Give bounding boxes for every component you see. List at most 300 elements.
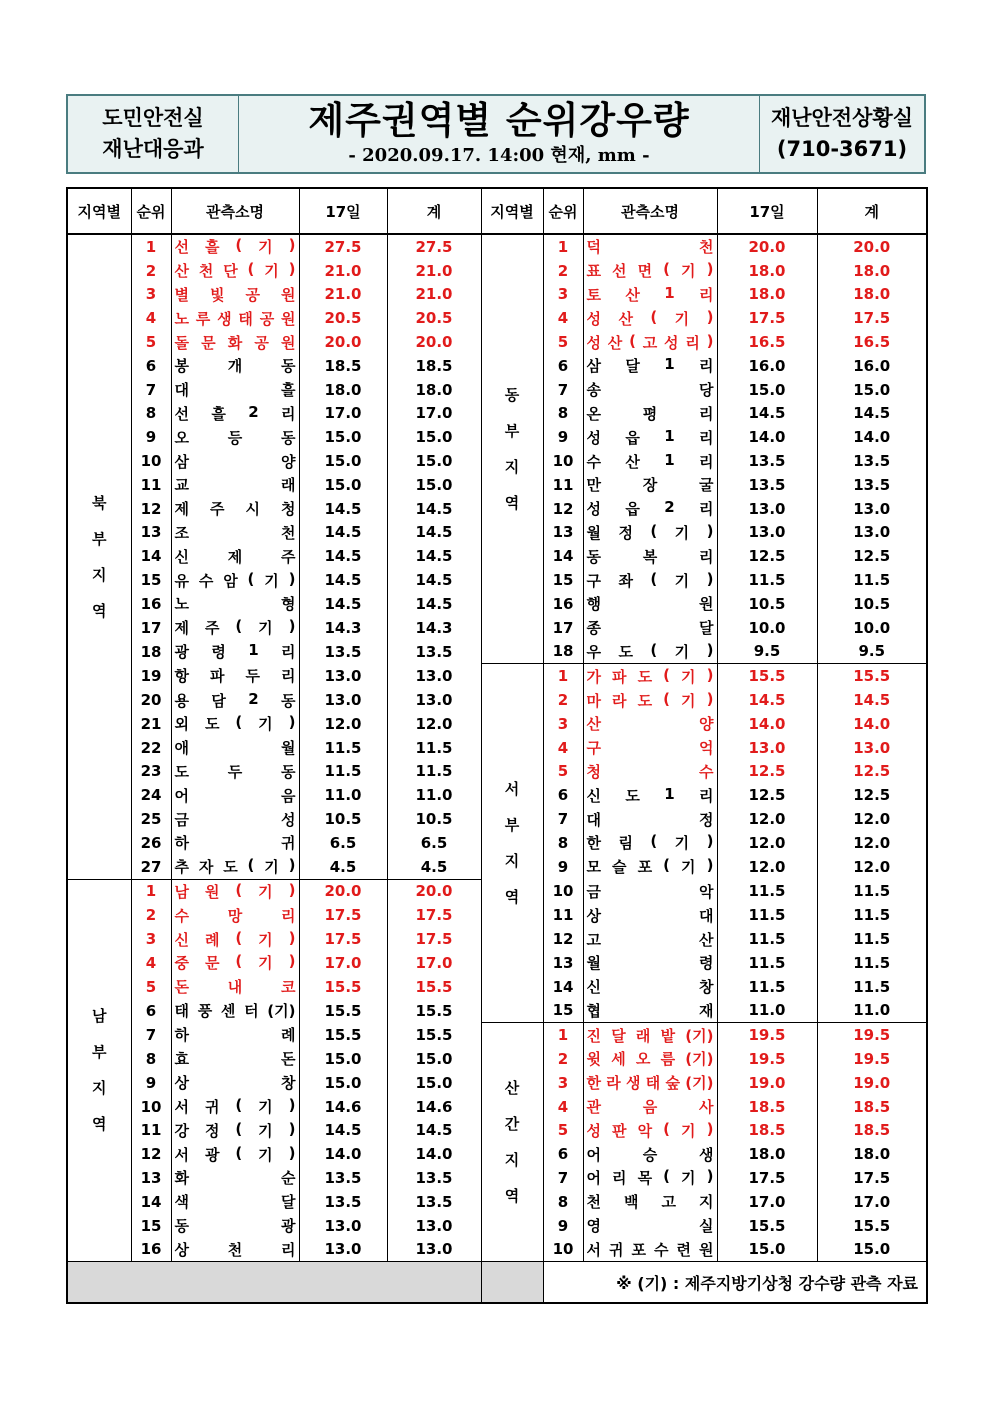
station-name-cell <box>583 831 717 855</box>
day-rain-cell: 12.0 <box>717 855 817 879</box>
station-name: 협 재 <box>586 1001 714 1020</box>
col-region-right: 지역별 <box>481 188 543 234</box>
rank-cell: 9 <box>131 425 171 449</box>
day-rain-cell: 18.5 <box>717 1095 817 1119</box>
station-name-cell <box>171 544 299 568</box>
total-rain-cell: 11.0 <box>387 783 481 807</box>
station-name-cell <box>171 903 299 927</box>
station-name-cell <box>583 1166 717 1190</box>
total-rain-cell: 13.5 <box>387 1190 481 1214</box>
rank-cell: 8 <box>131 402 171 426</box>
station-name-cell <box>171 449 299 473</box>
day-rain-cell: 19.5 <box>717 1023 817 1047</box>
rank-cell: 17 <box>131 616 171 640</box>
station-name: 외 도 ( 기 ) <box>174 713 296 734</box>
station-name-cell <box>171 1071 299 1095</box>
station-name: 구 억 <box>586 739 714 758</box>
rank-cell: 9 <box>543 425 583 449</box>
day-rain-cell: 12.5 <box>717 783 817 807</box>
station-name: 광 령 1 리 <box>174 641 296 662</box>
station-name-cell <box>171 234 299 259</box>
day-rain-cell: 15.5 <box>717 1214 817 1238</box>
footer-row <box>67 1262 927 1304</box>
station-name: 신 례 ( 기 ) <box>174 928 296 949</box>
department-box <box>68 96 238 172</box>
day-rain-cell: 17.0 <box>299 402 387 426</box>
rank-cell: 9 <box>543 855 583 879</box>
table-row <box>67 234 927 259</box>
station-name: 신 창 <box>586 978 714 997</box>
station-name-cell <box>171 1237 299 1261</box>
rank-cell: 7 <box>543 1166 583 1190</box>
station-name-cell <box>583 783 717 807</box>
station-name-cell <box>171 951 299 975</box>
station-name: 삼 달 1 리 <box>586 355 714 376</box>
total-rain-cell: 18.5 <box>817 1118 927 1142</box>
table-row <box>67 1023 927 1047</box>
station-name-cell <box>171 378 299 402</box>
total-rain-cell: 20.0 <box>387 879 481 903</box>
rank-cell: 6 <box>543 1142 583 1166</box>
contact-line-1: 재난안전상황실 <box>770 106 913 130</box>
total-rain-cell: 4.5 <box>387 855 481 879</box>
contact-line-2: (710-3671) <box>776 137 908 161</box>
rank-cell: 15 <box>543 999 583 1023</box>
rank-cell: 13 <box>543 521 583 545</box>
rank-cell: 5 <box>131 975 171 999</box>
station-name: 만 장 굴 <box>586 476 714 495</box>
rank-cell: 4 <box>131 306 171 330</box>
day-rain-cell: 6.5 <box>299 831 387 855</box>
day-rain-cell: 13.0 <box>717 521 817 545</box>
station-name-cell <box>171 1118 299 1142</box>
day-rain-cell: 15.5 <box>717 664 817 688</box>
total-rain-cell: 18.5 <box>387 354 481 378</box>
day-rain-cell: 20.5 <box>299 306 387 330</box>
day-rain-cell: 21.0 <box>299 283 387 307</box>
station-name: 성 산 ( 기 ) <box>586 307 714 328</box>
station-name-cell <box>171 616 299 640</box>
station-name-cell <box>583 736 717 760</box>
station-name: 노 형 <box>174 595 296 614</box>
rank-cell: 7 <box>543 378 583 402</box>
station-name-cell <box>171 306 299 330</box>
station-name-cell <box>583 544 717 568</box>
total-rain-cell: 13.0 <box>817 736 927 760</box>
station-name: 봉 개 동 <box>174 357 296 376</box>
day-rain-cell: 14.5 <box>299 521 387 545</box>
station-name: 삼 양 <box>174 452 296 471</box>
rank-cell: 4 <box>131 951 171 975</box>
station-name: 산 양 <box>586 715 714 734</box>
total-rain-cell: 15.5 <box>817 664 927 688</box>
station-name-cell <box>171 1190 299 1214</box>
total-rain-cell: 17.5 <box>817 306 927 330</box>
total-rain-cell: 14.5 <box>387 592 481 616</box>
station-name-cell <box>583 402 717 426</box>
station-name-cell <box>583 425 717 449</box>
rank-cell: 5 <box>543 330 583 354</box>
station-name: 고 산 <box>586 930 714 949</box>
total-rain-cell: 14.5 <box>817 688 927 712</box>
station-name-cell <box>583 760 717 784</box>
total-rain-cell: 14.5 <box>387 544 481 568</box>
total-rain-cell: 15.0 <box>387 425 481 449</box>
rank-cell: 5 <box>131 330 171 354</box>
station-name-cell <box>171 1023 299 1047</box>
day-rain-cell: 13.0 <box>299 1214 387 1238</box>
total-rain-cell: 15.5 <box>387 999 481 1023</box>
station-name: 조 천 <box>174 523 296 542</box>
day-rain-cell: 13.0 <box>299 664 387 688</box>
total-rain-cell: 11.5 <box>817 927 927 951</box>
station-name-cell <box>583 1023 717 1047</box>
day-rain-cell: 11.0 <box>717 999 817 1023</box>
station-name-cell <box>171 425 299 449</box>
station-name: 애 월 <box>174 739 296 758</box>
region-label: 남 부 지 역 <box>67 879 131 1262</box>
total-rain-cell: 11.5 <box>817 951 927 975</box>
station-name-cell <box>171 592 299 616</box>
rank-cell: 1 <box>131 879 171 903</box>
station-name-cell <box>171 855 299 879</box>
total-rain-cell: 17.0 <box>817 1190 927 1214</box>
footer-blank <box>67 1262 481 1304</box>
day-rain-cell: 14.5 <box>717 402 817 426</box>
day-rain-cell: 20.0 <box>717 234 817 259</box>
station-name: 신 도 1 리 <box>586 784 714 805</box>
station-name: 송 당 <box>586 381 714 400</box>
station-name-cell <box>583 1237 717 1261</box>
station-name: 어 리 목 ( 기 ) <box>586 1167 714 1188</box>
rank-cell: 14 <box>543 975 583 999</box>
station-name-cell <box>171 497 299 521</box>
contact-box <box>760 96 924 172</box>
total-rain-cell: 13.5 <box>387 640 481 664</box>
rank-cell: 2 <box>131 259 171 283</box>
station-name-cell <box>171 807 299 831</box>
day-rain-cell: 14.0 <box>717 712 817 736</box>
station-name-cell <box>583 568 717 592</box>
total-rain-cell: 11.5 <box>387 736 481 760</box>
total-rain-cell: 6.5 <box>387 831 481 855</box>
rank-cell: 14 <box>131 544 171 568</box>
day-rain-cell: 20.0 <box>299 879 387 903</box>
total-rain-cell: 12.0 <box>817 855 927 879</box>
rank-cell: 22 <box>131 736 171 760</box>
rank-cell: 4 <box>543 1095 583 1119</box>
col-total-right: 계 <box>817 188 927 234</box>
total-rain-cell: 13.0 <box>387 1214 481 1238</box>
region-label: 서 부 지 역 <box>481 664 543 1023</box>
station-name: 금 성 <box>174 810 296 829</box>
rank-cell: 13 <box>131 1166 171 1190</box>
table-row <box>67 664 927 688</box>
total-rain-cell: 14.5 <box>387 568 481 592</box>
total-rain-cell: 14.6 <box>387 1095 481 1119</box>
day-rain-cell: 18.5 <box>299 354 387 378</box>
day-rain-cell: 4.5 <box>299 855 387 879</box>
day-rain-cell: 17.5 <box>717 306 817 330</box>
station-name-cell <box>583 378 717 402</box>
rank-cell: 20 <box>131 688 171 712</box>
col-day-right: 17일 <box>717 188 817 234</box>
total-rain-cell: 20.0 <box>817 234 927 259</box>
total-rain-cell: 17.5 <box>387 927 481 951</box>
station-name: 돈 내 코 <box>174 978 296 997</box>
total-rain-cell: 12.0 <box>387 712 481 736</box>
rank-cell: 3 <box>543 712 583 736</box>
total-rain-cell: 16.5 <box>817 330 927 354</box>
total-rain-cell: 15.0 <box>817 378 927 402</box>
day-rain-cell: 18.0 <box>299 378 387 402</box>
rank-cell: 12 <box>543 497 583 521</box>
station-name: 항 파 두 리 <box>174 667 296 686</box>
total-rain-cell: 13.0 <box>387 688 481 712</box>
rank-cell: 8 <box>543 1190 583 1214</box>
station-name: 추 자 도 ( 기 ) <box>174 856 296 877</box>
total-rain-cell: 13.5 <box>387 1166 481 1190</box>
station-name: 구 좌 ( 기 ) <box>586 569 714 590</box>
total-rain-cell: 15.5 <box>387 1023 481 1047</box>
day-rain-cell: 16.5 <box>717 330 817 354</box>
station-name: 서 광 ( 기 ) <box>174 1143 296 1164</box>
total-rain-cell: 12.5 <box>817 760 927 784</box>
day-rain-cell: 18.5 <box>717 1118 817 1142</box>
rank-cell: 18 <box>543 640 583 664</box>
day-rain-cell: 15.0 <box>299 449 387 473</box>
station-name: 어 승 생 <box>586 1145 714 1164</box>
station-name-cell <box>583 1190 717 1214</box>
station-name-cell <box>583 879 717 903</box>
day-rain-cell: 16.0 <box>717 354 817 378</box>
total-rain-cell: 13.0 <box>387 1237 481 1261</box>
day-rain-cell: 12.0 <box>717 831 817 855</box>
rank-cell: 16 <box>131 592 171 616</box>
col-rank-right: 순위 <box>543 188 583 234</box>
day-rain-cell: 15.0 <box>717 378 817 402</box>
day-rain-cell: 17.5 <box>299 903 387 927</box>
station-name: 윗 세 오 름 (기) <box>586 1050 714 1069</box>
day-rain-cell: 14.5 <box>299 544 387 568</box>
rank-cell: 23 <box>131 760 171 784</box>
day-rain-cell: 14.5 <box>299 497 387 521</box>
station-name: 노 루 생 태 공 원 <box>174 309 296 328</box>
rank-cell: 14 <box>543 544 583 568</box>
station-name: 서 귀 포 수 련 원 <box>586 1240 714 1259</box>
day-rain-cell: 11.5 <box>299 736 387 760</box>
station-name: 남 원 ( 기 ) <box>174 880 296 901</box>
total-rain-cell: 15.0 <box>817 1237 927 1261</box>
station-name-cell <box>583 330 717 354</box>
day-rain-cell: 17.5 <box>299 927 387 951</box>
day-rain-cell: 27.5 <box>299 234 387 259</box>
rank-cell: 17 <box>543 616 583 640</box>
total-rain-cell: 10.0 <box>817 616 927 640</box>
station-name: 산 천 단 ( 기 ) <box>174 260 296 281</box>
station-name-cell <box>171 473 299 497</box>
rank-cell: 12 <box>131 497 171 521</box>
rank-cell: 11 <box>131 1118 171 1142</box>
station-name-cell <box>583 712 717 736</box>
day-rain-cell: 13.5 <box>717 449 817 473</box>
station-name-cell <box>171 354 299 378</box>
total-rain-cell: 15.5 <box>817 1214 927 1238</box>
day-rain-cell: 17.0 <box>299 951 387 975</box>
rank-cell: 3 <box>543 283 583 307</box>
station-name: 수 산 1 리 <box>586 450 714 471</box>
rank-cell: 2 <box>543 259 583 283</box>
rank-cell: 6 <box>131 999 171 1023</box>
total-rain-cell: 19.5 <box>817 1023 927 1047</box>
rank-cell: 4 <box>543 306 583 330</box>
rank-cell: 3 <box>131 283 171 307</box>
rank-cell: 13 <box>543 951 583 975</box>
rank-cell: 16 <box>543 592 583 616</box>
rank-cell: 15 <box>543 568 583 592</box>
station-name: 유 수 암 ( 기 ) <box>174 569 296 590</box>
station-name-cell <box>171 259 299 283</box>
total-rain-cell: 19.5 <box>817 1047 927 1071</box>
station-name: 행 원 <box>586 595 714 614</box>
station-name-cell <box>171 521 299 545</box>
rank-cell: 18 <box>131 640 171 664</box>
station-name-cell <box>583 688 717 712</box>
station-name-cell <box>171 927 299 951</box>
day-rain-cell: 12.5 <box>717 760 817 784</box>
station-name-cell <box>583 449 717 473</box>
day-rain-cell: 11.5 <box>717 568 817 592</box>
station-name-cell <box>171 283 299 307</box>
day-rain-cell: 18.0 <box>717 1142 817 1166</box>
station-name-cell <box>583 975 717 999</box>
footer-blank-right <box>481 1262 543 1304</box>
day-rain-cell: 19.0 <box>717 1071 817 1095</box>
station-name-cell <box>583 473 717 497</box>
day-rain-cell: 11.5 <box>717 927 817 951</box>
station-name-cell <box>583 1214 717 1238</box>
day-rain-cell: 15.0 <box>717 1237 817 1261</box>
rank-cell: 8 <box>131 1047 171 1071</box>
station-name-cell <box>171 1095 299 1119</box>
station-name-cell <box>583 855 717 879</box>
day-rain-cell: 14.5 <box>299 1118 387 1142</box>
total-rain-cell: 12.0 <box>817 807 927 831</box>
station-name: 한 라 생 태 숲 (기) <box>586 1074 714 1093</box>
station-name: 서 귀 ( 기 ) <box>174 1096 296 1117</box>
rank-cell: 4 <box>543 736 583 760</box>
total-rain-cell: 12.5 <box>817 544 927 568</box>
rank-cell: 9 <box>543 1214 583 1238</box>
title-box <box>238 96 760 172</box>
total-rain-cell: 20.5 <box>387 306 481 330</box>
region-label: 동 부 지 역 <box>481 234 543 664</box>
rank-cell: 2 <box>543 1047 583 1071</box>
rank-cell: 26 <box>131 831 171 855</box>
station-name-cell <box>583 306 717 330</box>
day-rain-cell: 15.0 <box>299 1047 387 1071</box>
station-name: 모 슬 포 ( 기 ) <box>586 856 714 877</box>
station-name: 오 등 동 <box>174 428 296 447</box>
station-name: 교 래 <box>174 476 296 495</box>
station-name: 월 령 <box>586 954 714 973</box>
rank-cell: 1 <box>543 1023 583 1047</box>
rank-cell: 11 <box>131 473 171 497</box>
rank-cell: 5 <box>543 760 583 784</box>
station-name: 동 복 리 <box>586 547 714 566</box>
station-name-cell <box>583 1095 717 1119</box>
day-rain-cell: 11.0 <box>299 783 387 807</box>
station-name: 성 판 악 ( 기 ) <box>586 1119 714 1140</box>
station-name-cell <box>583 354 717 378</box>
station-name: 신 제 주 <box>174 547 296 566</box>
day-rain-cell: 15.5 <box>299 999 387 1023</box>
day-rain-cell: 10.0 <box>717 616 817 640</box>
day-rain-cell: 13.5 <box>299 1166 387 1190</box>
total-rain-cell: 11.5 <box>387 760 481 784</box>
total-rain-cell: 18.0 <box>817 259 927 283</box>
day-rain-cell: 18.0 <box>717 259 817 283</box>
day-rain-cell: 12.0 <box>299 712 387 736</box>
total-rain-cell: 18.0 <box>817 1142 927 1166</box>
station-name: 마 라 도 ( 기 ) <box>586 689 714 710</box>
rank-cell: 10 <box>131 449 171 473</box>
station-name: 상 천 리 <box>174 1240 296 1259</box>
day-rain-cell: 18.0 <box>717 283 817 307</box>
station-name: 월 정 ( 기 ) <box>586 521 714 542</box>
total-rain-cell: 27.5 <box>387 234 481 259</box>
station-name: 수 망 리 <box>174 906 296 925</box>
station-name-cell <box>583 927 717 951</box>
station-name-cell <box>583 283 717 307</box>
total-rain-cell: 14.5 <box>387 1118 481 1142</box>
rank-cell: 1 <box>543 234 583 259</box>
total-rain-cell: 11.5 <box>817 568 927 592</box>
station-name-cell <box>171 1142 299 1166</box>
day-rain-cell: 13.5 <box>299 640 387 664</box>
rank-cell: 15 <box>131 568 171 592</box>
rank-cell: 7 <box>131 1023 171 1047</box>
day-rain-cell: 13.0 <box>299 688 387 712</box>
total-rain-cell: 14.5 <box>387 497 481 521</box>
total-rain-cell: 14.0 <box>817 712 927 736</box>
total-rain-cell: 19.0 <box>817 1071 927 1095</box>
day-rain-cell: 12.5 <box>717 544 817 568</box>
total-rain-cell: 15.0 <box>387 449 481 473</box>
station-name-cell <box>583 616 717 640</box>
total-rain-cell: 14.5 <box>387 521 481 545</box>
station-name: 효 돈 <box>174 1050 296 1069</box>
total-rain-cell: 14.3 <box>387 616 481 640</box>
day-rain-cell: 20.0 <box>299 330 387 354</box>
station-name-cell <box>583 1047 717 1071</box>
station-name: 천 백 고 지 <box>586 1193 714 1212</box>
rank-cell: 7 <box>131 378 171 402</box>
rank-cell: 6 <box>131 354 171 378</box>
day-rain-cell: 13.0 <box>299 1237 387 1261</box>
station-name: 상 창 <box>174 1074 296 1093</box>
station-name-cell <box>583 1071 717 1095</box>
day-rain-cell: 15.0 <box>299 1071 387 1095</box>
department-line-1: 도민안전실 <box>102 106 204 130</box>
rank-cell: 10 <box>543 1237 583 1261</box>
station-name: 한 림 ( 기 ) <box>586 832 714 853</box>
station-name-cell <box>171 831 299 855</box>
station-name: 돌 문 화 공 원 <box>174 333 296 352</box>
station-name: 제 주 ( 기 ) <box>174 617 296 638</box>
day-rain-cell: 11.5 <box>717 903 817 927</box>
station-name: 상 대 <box>586 906 714 925</box>
